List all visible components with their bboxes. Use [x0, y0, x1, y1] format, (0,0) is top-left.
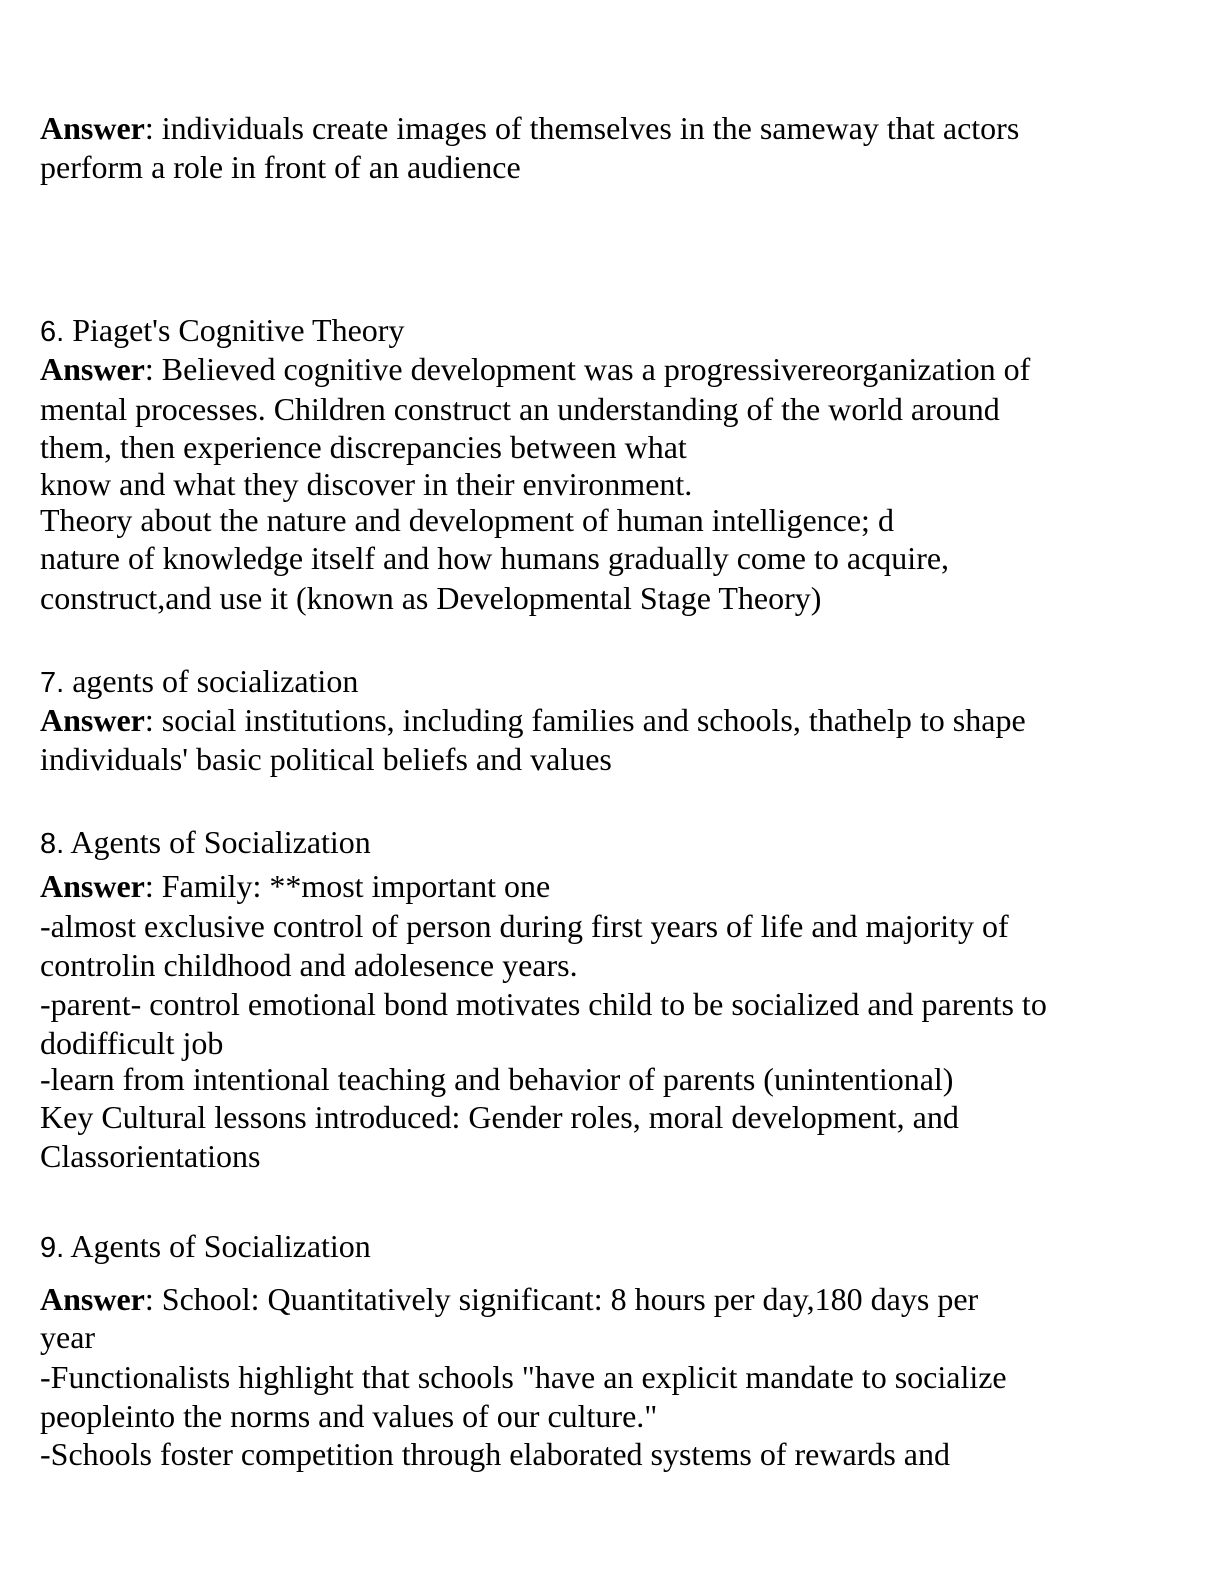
answer-line: know and what they discover in their environment. [40, 466, 693, 502]
answer-line: controlin childhood and adolesence years. [40, 947, 578, 983]
answer-line: -almost exclusive control of person during first years of life and majority of [40, 908, 1009, 944]
answer-label: Answer [40, 110, 145, 146]
question-text: agents of socialization [72, 663, 359, 699]
answer-line: peopleinto the norms and values of our culture." [40, 1398, 658, 1434]
answer-line: year [40, 1319, 96, 1355]
answer-line: nature of knowledge itself and how humans gradually come to acquire, [40, 540, 950, 576]
answer-line: dodifficult job [40, 1025, 224, 1061]
answer-text: individuals create images of themselves in the sameway that actors [161, 110, 1020, 146]
answer-line: Classorientations [40, 1138, 261, 1174]
question-number: 6. [40, 316, 65, 348]
answer-line: -Functionalists highlight that schools "have an explicit mandate to socialize [40, 1359, 1007, 1395]
question-text: Agents of Socialization [70, 824, 371, 860]
question-number: 9. [40, 1232, 65, 1264]
answer-line: -parent- control emotional bond motivates child to be socialized and parents to [40, 986, 1047, 1022]
answer-label: Answer [40, 868, 145, 904]
answer-line: mental processes. Children construct an understanding of the world around [40, 391, 1000, 427]
answer-line: Theory about the nature and development of human intelligence; d [40, 502, 894, 538]
question-number: 7. [40, 667, 65, 699]
answer-line: Key Cultural lessons introduced: Gender roles, moral development, and [40, 1099, 959, 1135]
answer-line: Answer: Family: **most important one [40, 868, 551, 904]
question-title [40, 663, 358, 701]
answer-line: Answer: social institutions, including families and schools, thathelp to shape [40, 702, 1026, 738]
answer-text: Family: **most important one [161, 868, 551, 904]
answer-line: Answer: Believed cognitive development was a progressivereorganization of [40, 351, 1031, 387]
question-title [40, 1228, 371, 1266]
answer-line: them, then experience discrepancies between what [40, 429, 687, 465]
answer-line: individuals' basic political beliefs and values [40, 741, 612, 777]
answer-line: Answer: School: Quantitatively significant: 8 hours per day,180 days per [40, 1281, 979, 1317]
question-title [40, 824, 371, 862]
question-text: Piaget's Cognitive Theory [72, 312, 405, 348]
answer-label: Answer [40, 1281, 145, 1317]
answer-text: Believed cognitive development was a progressivereorganization of [161, 351, 1031, 387]
answer-text: School: Quantitatively significant: 8 hours per day,180 days per [161, 1281, 979, 1317]
answer-line: -learn from intentional teaching and behavior of parents (unintentional) [40, 1061, 954, 1097]
answer-text: social institutions, including families and schools, thathelp to shape [161, 702, 1026, 738]
question-number: 8. [40, 828, 65, 860]
answer-line: -Schools foster competition through elaborated systems of rewards and [40, 1436, 950, 1472]
question-title [40, 312, 404, 350]
answer-line: Answer: individuals create images of themselves in the sameway that actors [40, 110, 1020, 146]
answer-line: construct,and use it (known as Developmental Stage Theory) [40, 580, 822, 616]
question-text: Agents of Socialization [70, 1228, 371, 1264]
answer-label: Answer [40, 702, 145, 738]
answer-line: perform a role in front of an audience [40, 149, 521, 185]
answer-label: Answer [40, 351, 145, 387]
